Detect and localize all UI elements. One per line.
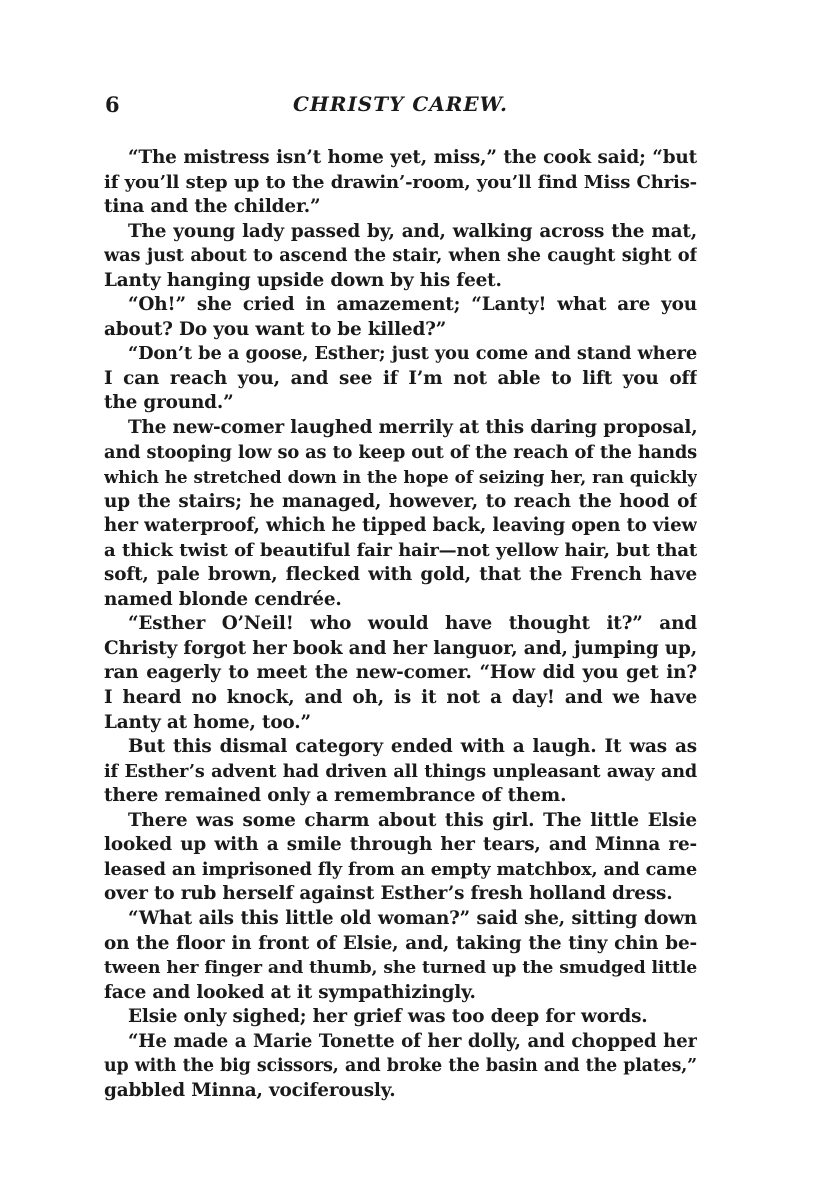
body-text	[104, 146, 697, 1103]
text-line: looked up with a smile through her tears, and Minna re-	[104, 834, 697, 856]
text-line: Lanty at home, too.”	[104, 711, 311, 733]
text-line: “Don’t be a goose, Esther; just you come and stand where	[128, 343, 697, 365]
text-line: there remained only a remembrance of them.	[104, 785, 567, 807]
text-line: “What ails this little old woman?” said she, sitting down	[128, 907, 697, 929]
text-line: “He made a Marie Tonette of her dolly, and chopped her	[128, 1030, 697, 1052]
text-line: But this dismal category ended with a laugh. It was as	[128, 736, 697, 758]
text-line: up the stairs; he managed, however, to reach the hood of	[104, 490, 697, 512]
text-line: gabbled Minna, vociferously.	[104, 1079, 396, 1101]
text-line: over to rub herself against Esther’s fresh holland dress.	[104, 883, 673, 905]
text-line: “The mistress isn’t home yet, miss,” the cook said; “but	[128, 147, 697, 168]
text-line: tina and the childer.”	[104, 196, 321, 218]
text-line: Christy forgot her book and her languor, and, jumping up,	[104, 637, 697, 659]
text-line: if Esther’s advent had driven all things unpleasant away and	[104, 760, 697, 782]
text-line: Lanty hanging upside down by his feet.	[104, 269, 502, 291]
running-title: CHRISTY CAREW.	[293, 92, 508, 116]
text-line: I can reach you, and see if I’m not able to lift you off	[104, 367, 697, 389]
text-line: was just about to ascend the stair, when she caught sight of	[104, 245, 697, 267]
text-line: Elsie only sighed; her grief was too deep for words.	[128, 1006, 648, 1028]
text-line: leased an imprisoned fly from an empty matchbox, and came	[104, 858, 697, 880]
page-header	[105, 92, 696, 122]
text-line: The young lady passed by, and, walking across the mat,	[128, 220, 697, 242]
text-line: tween her finger and thumb, she turned up the smudged little	[104, 958, 697, 979]
text-line: ran eagerly to meet the new-comer. “How did you get in?	[104, 662, 697, 684]
text-line: There was some charm about this girl. The little Elsie	[128, 809, 697, 831]
text-line: her waterproof, which he tipped back, leaving open to view	[104, 515, 697, 537]
text-line: if you’ll step up to the drawin’-room, you’ll find Miss Chris-	[104, 171, 697, 193]
text-line: on the floor in front of Elsie, and, taking the tiny chin be-	[104, 932, 697, 954]
text-line: “Esther O’Neil! who would have thought it?” and	[128, 613, 697, 635]
text-line: soft, pale brown, flecked with gold, that the French have	[104, 564, 697, 586]
text-line: The new-comer laughed merrily at this daring proposal,	[128, 417, 697, 439]
text-line: face and looked at it sympathizingly.	[104, 981, 476, 1003]
text-line: the ground.”	[104, 392, 234, 414]
text-line: about? Do you want to be killed?”	[104, 318, 447, 340]
page-number: 6	[105, 92, 120, 117]
text-line: which he stretched down in the hope of seizing her, ran quickly	[104, 467, 697, 488]
text-line: “Oh!” she cried in amazement; “Lanty! what are you	[128, 294, 697, 316]
text-line: named blonde cendrée.	[104, 588, 342, 610]
text-line: a thick twist of beautiful fair hair—not yellow hair, but that	[104, 539, 697, 561]
text-line: I heard no knock, and oh, is it not a day! and we have	[104, 687, 697, 709]
text-line: up with the big scissors, and broke the basin and the plates,”	[104, 1056, 697, 1077]
text-line: and stooping low so as to keep out of the reach of the hands	[104, 441, 697, 463]
